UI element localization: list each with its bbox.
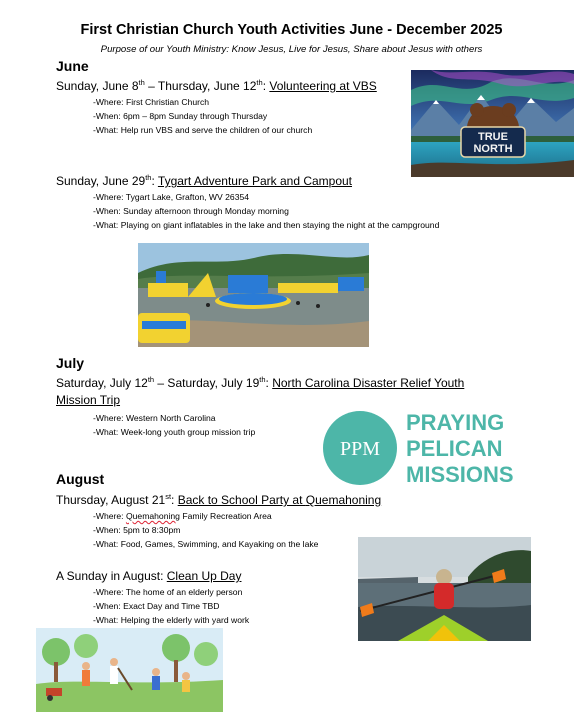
event-vbs-details [93, 95, 312, 137]
detail-what: -What: Food, Games, Swimming, and Kayaking on the lake [93, 539, 319, 549]
detail-when: -When: Sunday afternoon through Monday morning [93, 206, 289, 216]
separator: : [160, 569, 167, 583]
tygart-inflatables-image [138, 243, 369, 347]
separator: : [171, 493, 178, 507]
event-name-school: Back to School Party at [177, 493, 306, 507]
event-cleanup-details [93, 585, 249, 627]
detail-where: -Where: Western North Carolina [93, 413, 216, 423]
detail-when: -When: Exact Day and Time TBD [93, 601, 220, 611]
event-date: – Saturday, July 19 [154, 376, 260, 390]
ppm-line3: MISSIONS [406, 462, 514, 487]
detail-place: Quemahoning [125, 511, 180, 521]
date-suffix: th [147, 375, 155, 384]
event-tygart-details [93, 190, 439, 232]
event-date: Sunday, June 29 [56, 174, 146, 188]
separator: : [265, 376, 273, 390]
detail-where: -Where: Tygart Lake, Grafton, WV 26354 [93, 192, 250, 202]
detail-what: -What: Week-long youth group mission trip [93, 427, 256, 437]
detail-where: -Where: First Christian Church [93, 97, 210, 107]
event-date: Sunday, June 8 [56, 79, 139, 93]
date-suffix: st [165, 492, 172, 501]
date-suffix: th [259, 375, 266, 384]
event-date: – Thursday, June 12 [144, 79, 257, 93]
true-north-vbs-image [411, 70, 574, 177]
event-tygart-heading [56, 173, 352, 190]
event-school-heading [56, 492, 381, 509]
detail-when: -When: 6pm – 8pm Sunday through Thursday [93, 111, 268, 121]
month-heading-july: July [56, 355, 85, 371]
ppm-monogram: PPM [339, 438, 381, 460]
detail-where [93, 509, 318, 523]
page-title: First Christian Church Youth Activities June - December 2025 [80, 22, 503, 38]
date-suffix: th [145, 173, 152, 182]
event-nc-details [93, 411, 255, 439]
event-name-school-place: Quemahoning [305, 493, 382, 507]
detail-where: -Where: The home of an elderly person [93, 587, 243, 597]
detail-when: -When: 5pm to 8:30pm [93, 525, 181, 535]
event-school-details [93, 509, 318, 551]
event-date: Saturday, July 12 [56, 376, 148, 390]
separator: : [151, 174, 158, 188]
event-name-cleanup: Clean Up Day [166, 569, 242, 583]
detail-what: -What: Helping the elderly with yard work [93, 615, 250, 625]
month-heading-august: August [56, 471, 105, 487]
true-north-logo-line1: TRUE [478, 131, 508, 143]
ppm-line2: PELICAN [406, 436, 503, 461]
event-vbs-heading [56, 78, 377, 95]
event-date: Thursday, August 21 [56, 493, 166, 507]
event-date: A Sunday in August [56, 569, 161, 583]
praying-pelican-missions-logo [322, 408, 534, 488]
separator: : [262, 79, 270, 93]
date-suffix: th [138, 78, 145, 87]
detail-what: -What: Help run VBS and serve the children of our church [93, 125, 313, 135]
ppm-line1: PRAYING [406, 410, 505, 435]
event-name-tygart: Tygart Adventure Park and Campout [157, 174, 353, 188]
page-subtitle: Purpose of our Youth Ministry: Know Jesus, Live for Jesus, Share about Jesus with others [100, 44, 483, 55]
event-nc-heading [56, 375, 464, 409]
detail-place-rest: Family Recreation Area [179, 511, 272, 521]
kayak-lake-image [358, 537, 531, 641]
month-heading-june: June [56, 58, 89, 74]
detail-label: -Where: [93, 511, 126, 521]
event-name-vbs: Volunteering at VBS [269, 79, 377, 93]
event-name-nc-cont: Mission Trip [56, 393, 121, 407]
detail-what: -What: Playing on giant inflatables in the lake and then staying the night at the campground [93, 220, 440, 230]
event-name-nc: North Carolina Disaster Relief Youth [272, 376, 465, 390]
true-north-logo-line2: NORTH [473, 143, 513, 155]
event-cleanup-heading [56, 568, 241, 585]
date-suffix: th [256, 78, 263, 87]
yard-work-illustration [36, 628, 223, 712]
